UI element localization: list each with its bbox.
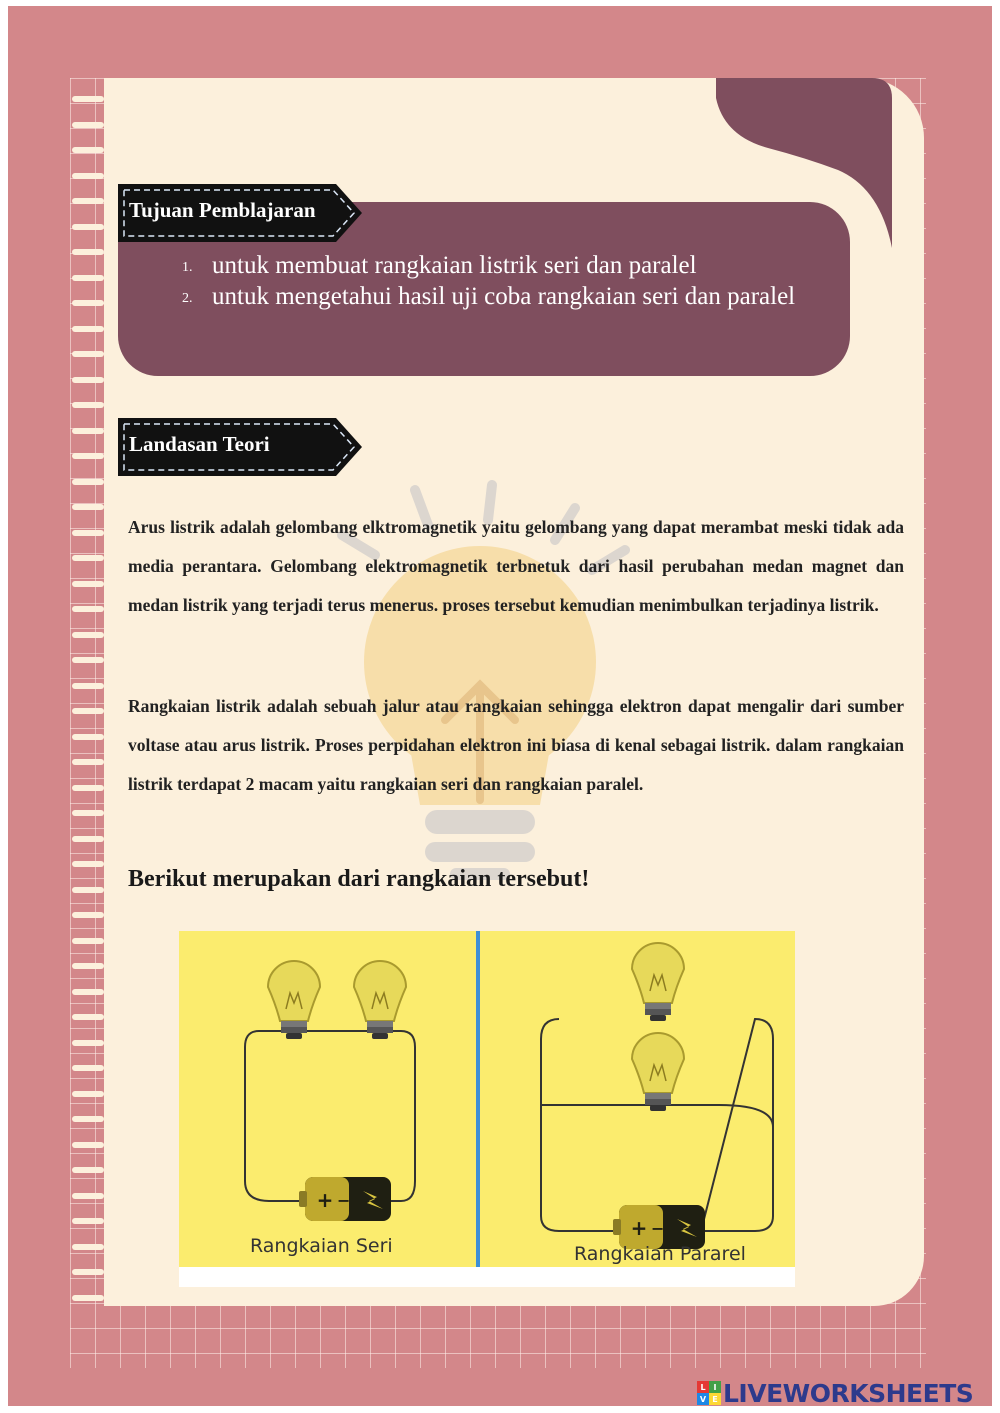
objectives-list [182, 250, 822, 312]
notebook-tab [72, 581, 104, 587]
notebook-tab [72, 249, 104, 255]
notebook-tab [72, 887, 104, 893]
objective-text: untuk mengetahui hasil uji coba rangkaian seri dan paralel [212, 283, 796, 310]
notebook-tab [72, 1295, 104, 1301]
notebook-tab [72, 861, 104, 867]
notebook-tab [72, 96, 104, 102]
notebook-tab [72, 1065, 104, 1071]
circuit-figure [179, 931, 795, 1287]
notebook-tab [72, 1142, 104, 1148]
notebook-tab [72, 989, 104, 995]
notebook-tab [72, 1167, 104, 1173]
parallel-caption: Rangkaian Pararel [574, 1243, 746, 1265]
brand-name: LIVEWORKSHEETS [723, 1378, 974, 1408]
notebook-tab [72, 759, 104, 765]
notebook-tab [72, 1218, 104, 1224]
notebook-tab [72, 300, 104, 306]
notebook-tab [72, 428, 104, 434]
circuits-heading: Berikut merupakan dari rangkaian tersebut! [128, 866, 590, 892]
theory-heading: Landasan Teori [129, 432, 270, 456]
notebook-tab [72, 1244, 104, 1250]
notebook-tab [72, 147, 104, 153]
objective-text: untuk membuat rangkaian listrik seri dan paralel [212, 252, 697, 279]
notebook-tab [72, 224, 104, 230]
notebook-tab [72, 938, 104, 944]
liveworksheets-brand [697, 1378, 973, 1408]
notebook-tab [72, 1269, 104, 1275]
theory-paragraph-2: Rangkaian listrik adalah sebuah jalur atau rangkaian sehingga elektron dapat mengalir dari sumber voltase atau arus listrik. Proses perpidahan elektron ini biasa di kenal sebagai listrik. dalam rangkaian listrik terdapat 2 macam yaitu rangkaian seri dan rangkaian paralel. [128, 696, 904, 794]
objectives-heading: Tujuan Pemblajaran [129, 198, 316, 222]
notebook-tab [72, 326, 104, 332]
notebook-tab [72, 198, 104, 204]
notebook-tab [72, 1014, 104, 1020]
notebook-tab [72, 1040, 104, 1046]
series-caption: Rangkaian Seri [250, 1235, 393, 1257]
notebook-tab [72, 479, 104, 485]
notebook-tab [72, 963, 104, 969]
objective-item: 2. untuk mengetahui hasil uji coba rangkaian seri dan paralel [182, 283, 796, 310]
theory-label [118, 418, 362, 476]
notebook-tab [72, 810, 104, 816]
battery-icon [299, 1177, 391, 1221]
notebook-tab [72, 453, 104, 459]
notebook-tab [72, 632, 104, 638]
notebook-tab [72, 173, 104, 179]
notebook-tab [72, 275, 104, 281]
notebook-tab [72, 504, 104, 510]
notebook-tab [72, 530, 104, 536]
notebook-tab [72, 122, 104, 128]
notebook-tab [72, 708, 104, 714]
liveworksheets-logo-icon: L I V E [697, 1381, 721, 1405]
notebook-tab [72, 1116, 104, 1122]
notebook-tab [72, 1193, 104, 1199]
objectives-label [118, 184, 362, 242]
objective-item: 1. untuk membuat rangkaian listrik seri dan paralel [182, 252, 697, 279]
notebook-tab [72, 683, 104, 689]
notebook-tab [72, 836, 104, 842]
notebook-tab [72, 912, 104, 918]
notebook-tab [72, 351, 104, 357]
notebook-tab [72, 377, 104, 383]
notebook-tab [72, 555, 104, 561]
notebook-tab [72, 402, 104, 408]
notebook-tab [72, 606, 104, 612]
notebook-tab [72, 734, 104, 740]
theory-paragraph-1: Arus listrik adalah gelombang elktromagnetik yaitu gelombang yang dapat merambat meski tidak ada media perantara. Gelombang elektromagnetik terbnetuk dari hasil perubahan medan magnet dan medan listrik yang terjadi terus menerus. proses tersebut kemudian menimbulkan terjadinya listrik. [128, 517, 904, 615]
notebook-tab [72, 785, 104, 791]
notebook-tab [72, 1091, 104, 1097]
notebook-tab [72, 657, 104, 663]
